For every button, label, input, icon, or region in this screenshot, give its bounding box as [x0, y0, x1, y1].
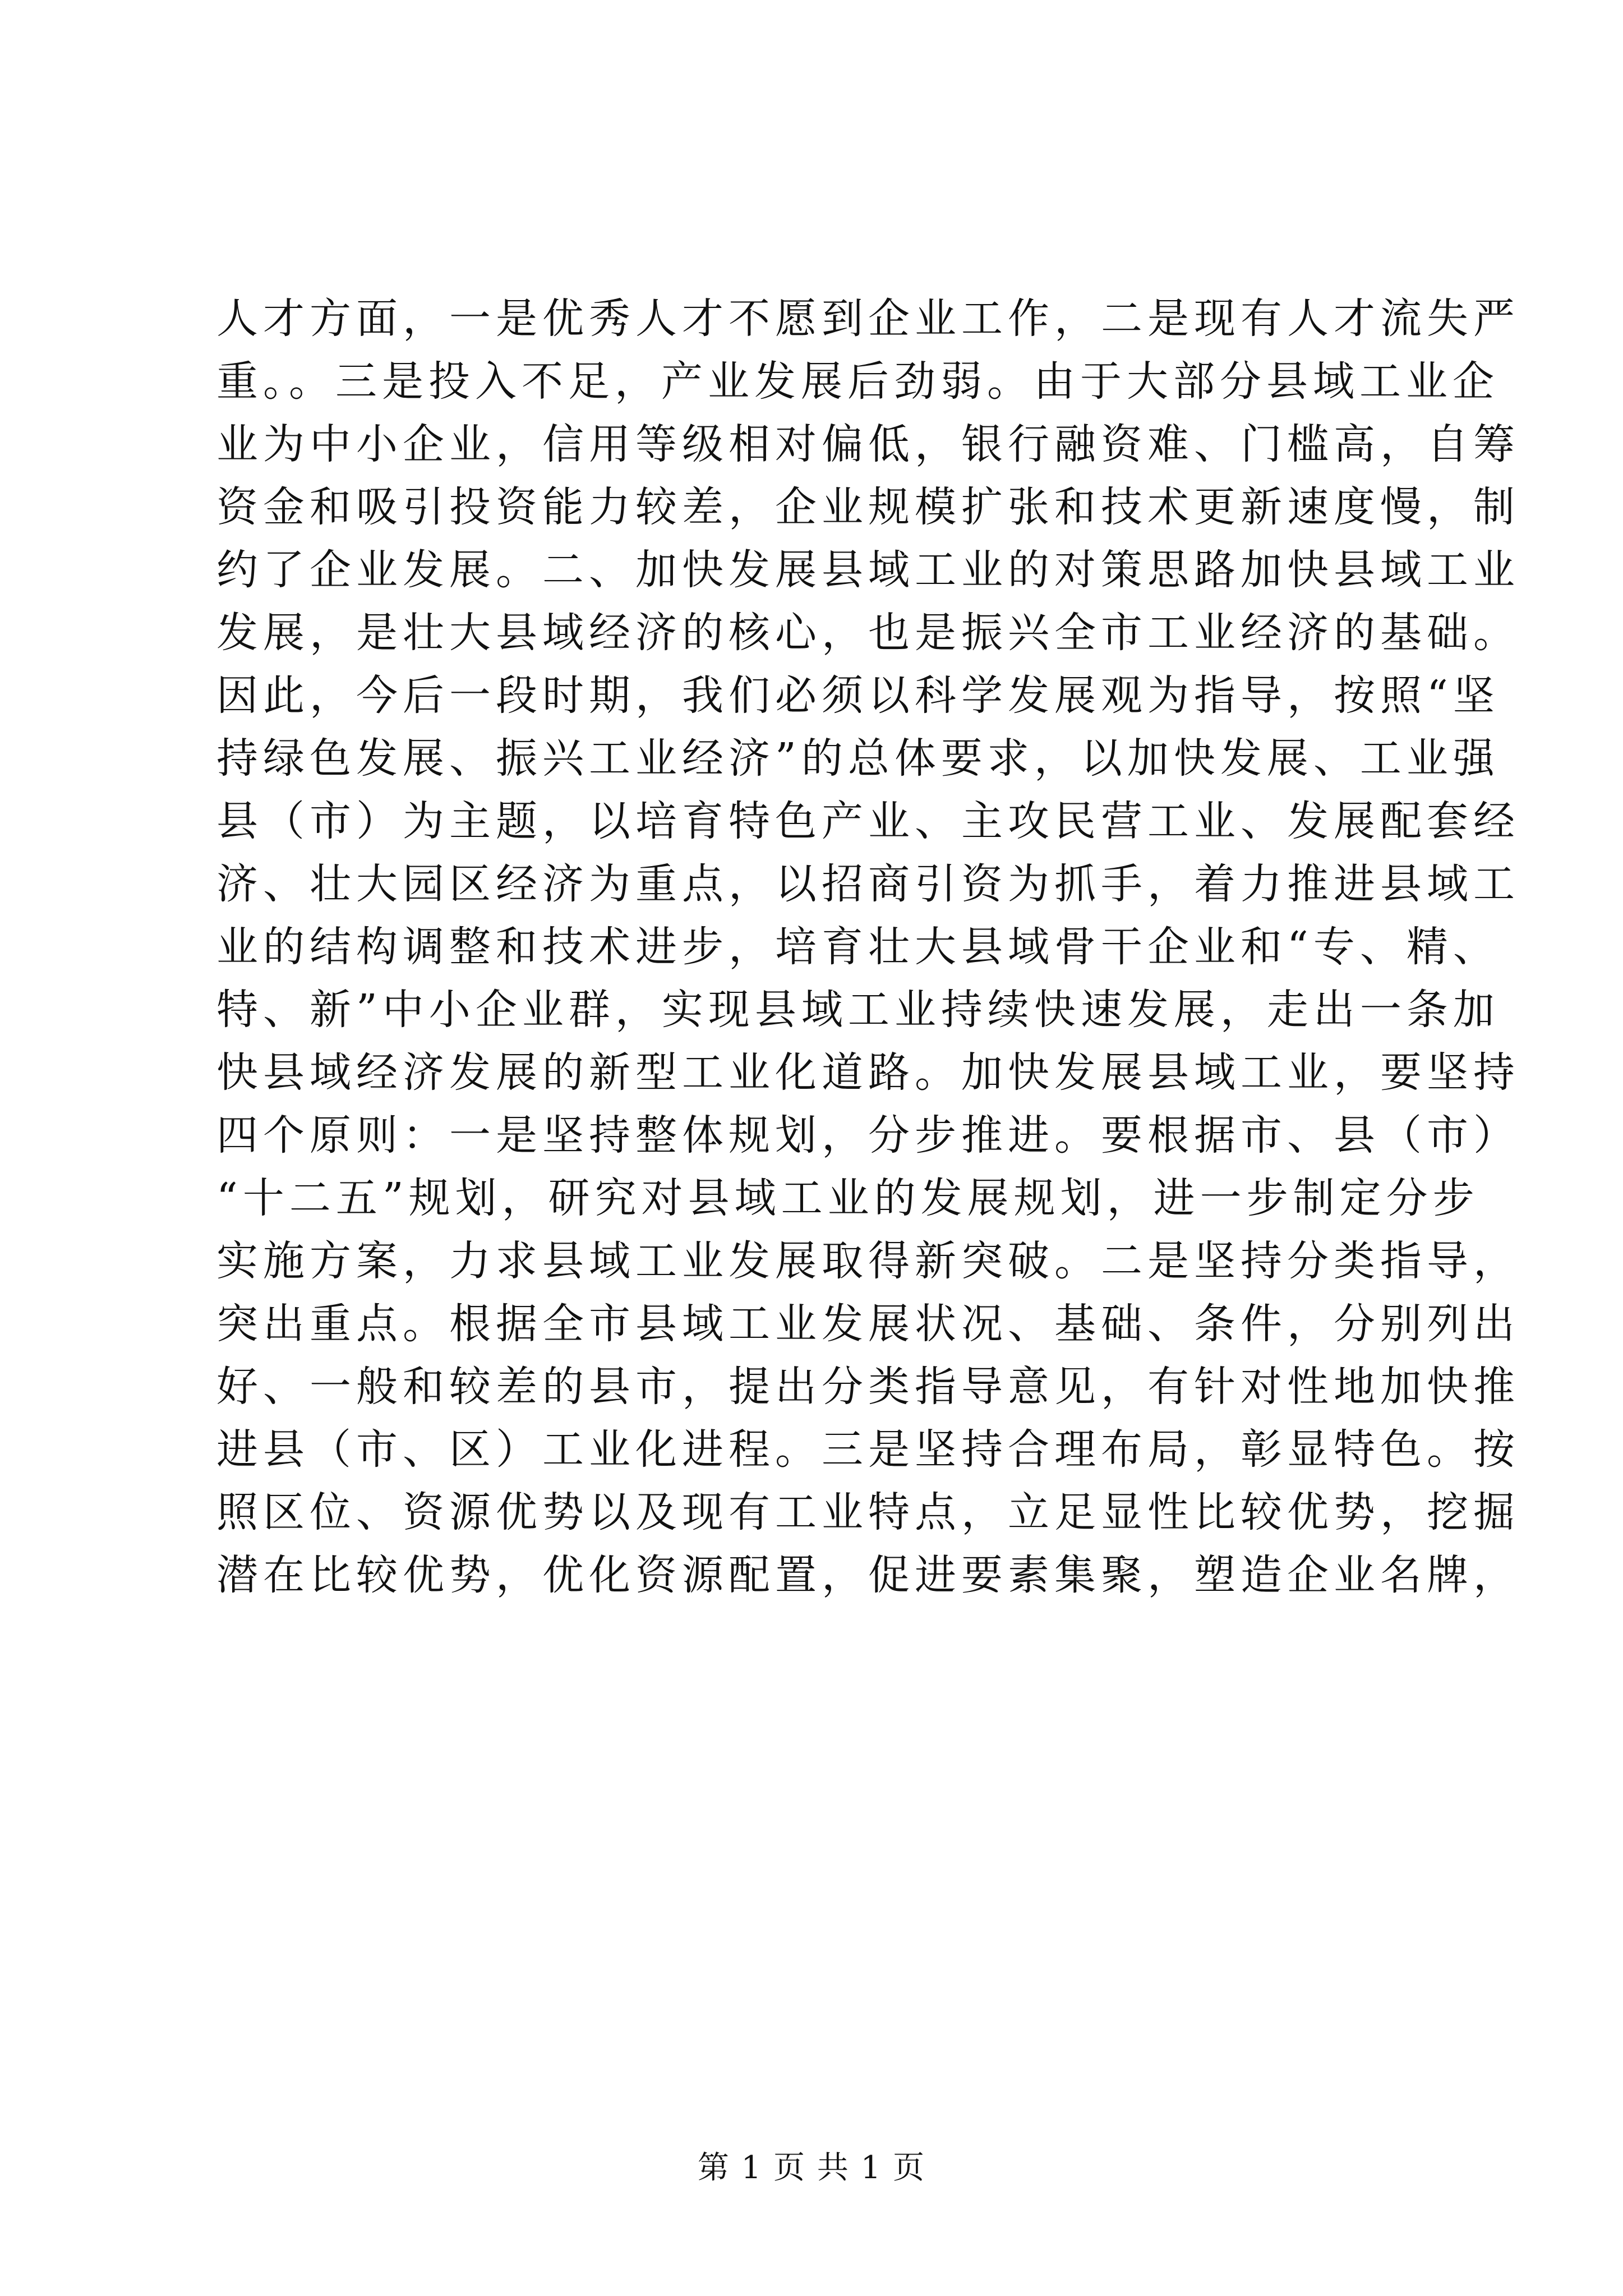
text-line: 实施方案，力求县域工业发展取得新突破。二是坚持分类指导， [216, 1237, 1520, 1285]
text-line: 业的结构调整和技术进步，培育壮大县域骨干企业和“专、精、 [216, 923, 1500, 971]
text-line: 资金和吸引投资能力较差，企业规模扩张和技术更新速度慢，制 [216, 483, 1520, 531]
text-line: 持绿色发展、振兴工业经济”的总体要求，以加快发展、工业强 [216, 734, 1500, 783]
text-line: 进县（市、区）工业化进程。三是坚持合理布局，彰显特色。按 [216, 1425, 1520, 1474]
text-line: 重。。三是投入不足，产业发展后劲弱。由于大部分县域工业企 [216, 357, 1499, 406]
text-line: 好、一般和较差的县市，提出分类指导意见，有针对性地加快推 [216, 1363, 1520, 1411]
body-text [216, 287, 1520, 1607]
text-line: 突出重点。根据全市县域工业发展状况、基础、条件，分别列出 [216, 1300, 1520, 1348]
text-line: “十二五”规划，研究对县域工业的发展规划，进一步制定分步 [216, 1174, 1479, 1222]
text-line: 济、壮大园区经济为重点，以招商引资为抓手，着力推进县域工 [216, 860, 1520, 908]
page-number-footer: 第 1 页 共 1 页 [697, 2150, 926, 2186]
text-line: 照区位、资源优势以及现有工业特点，立足显性比较优势，挖掘 [216, 1488, 1520, 1536]
text-line: 四个原则：一是坚持整体规划，分步推进。要根据市、县（市） [216, 1111, 1520, 1159]
text-line: 约了企业发展。二、加快发展县域工业的对策思路加快县域工业 [216, 546, 1520, 594]
text-line: 因此，今后一段时期，我们必须以科学发展观为指导，按照“坚 [216, 671, 1500, 720]
text-line: 发展，是壮大县域经济的核心，也是振兴全市工业经济的基础。 [216, 609, 1520, 657]
text-line: 快县域经济发展的新型工业化道路。加快发展县域工业，要坚持 [216, 1048, 1520, 1097]
text-line: 特、新”中小企业群，实现县域工业持续快速发展，走出一条加 [216, 986, 1500, 1034]
text-line: 潜在比较优势，优化资源配置，促进要素集聚，塑造企业名牌， [216, 1551, 1520, 1599]
text-line: 县（市）为主题，以培育特色产业、主攻民营工业、发展配套经 [216, 797, 1520, 845]
text-line: 人才方面，一是优秀人才不愿到企业工作，二是现有人才流失严 [216, 295, 1520, 343]
text-line: 业为中小企业，信用等级相对偏低，银行融资难、门槛高，自筹 [216, 420, 1520, 468]
